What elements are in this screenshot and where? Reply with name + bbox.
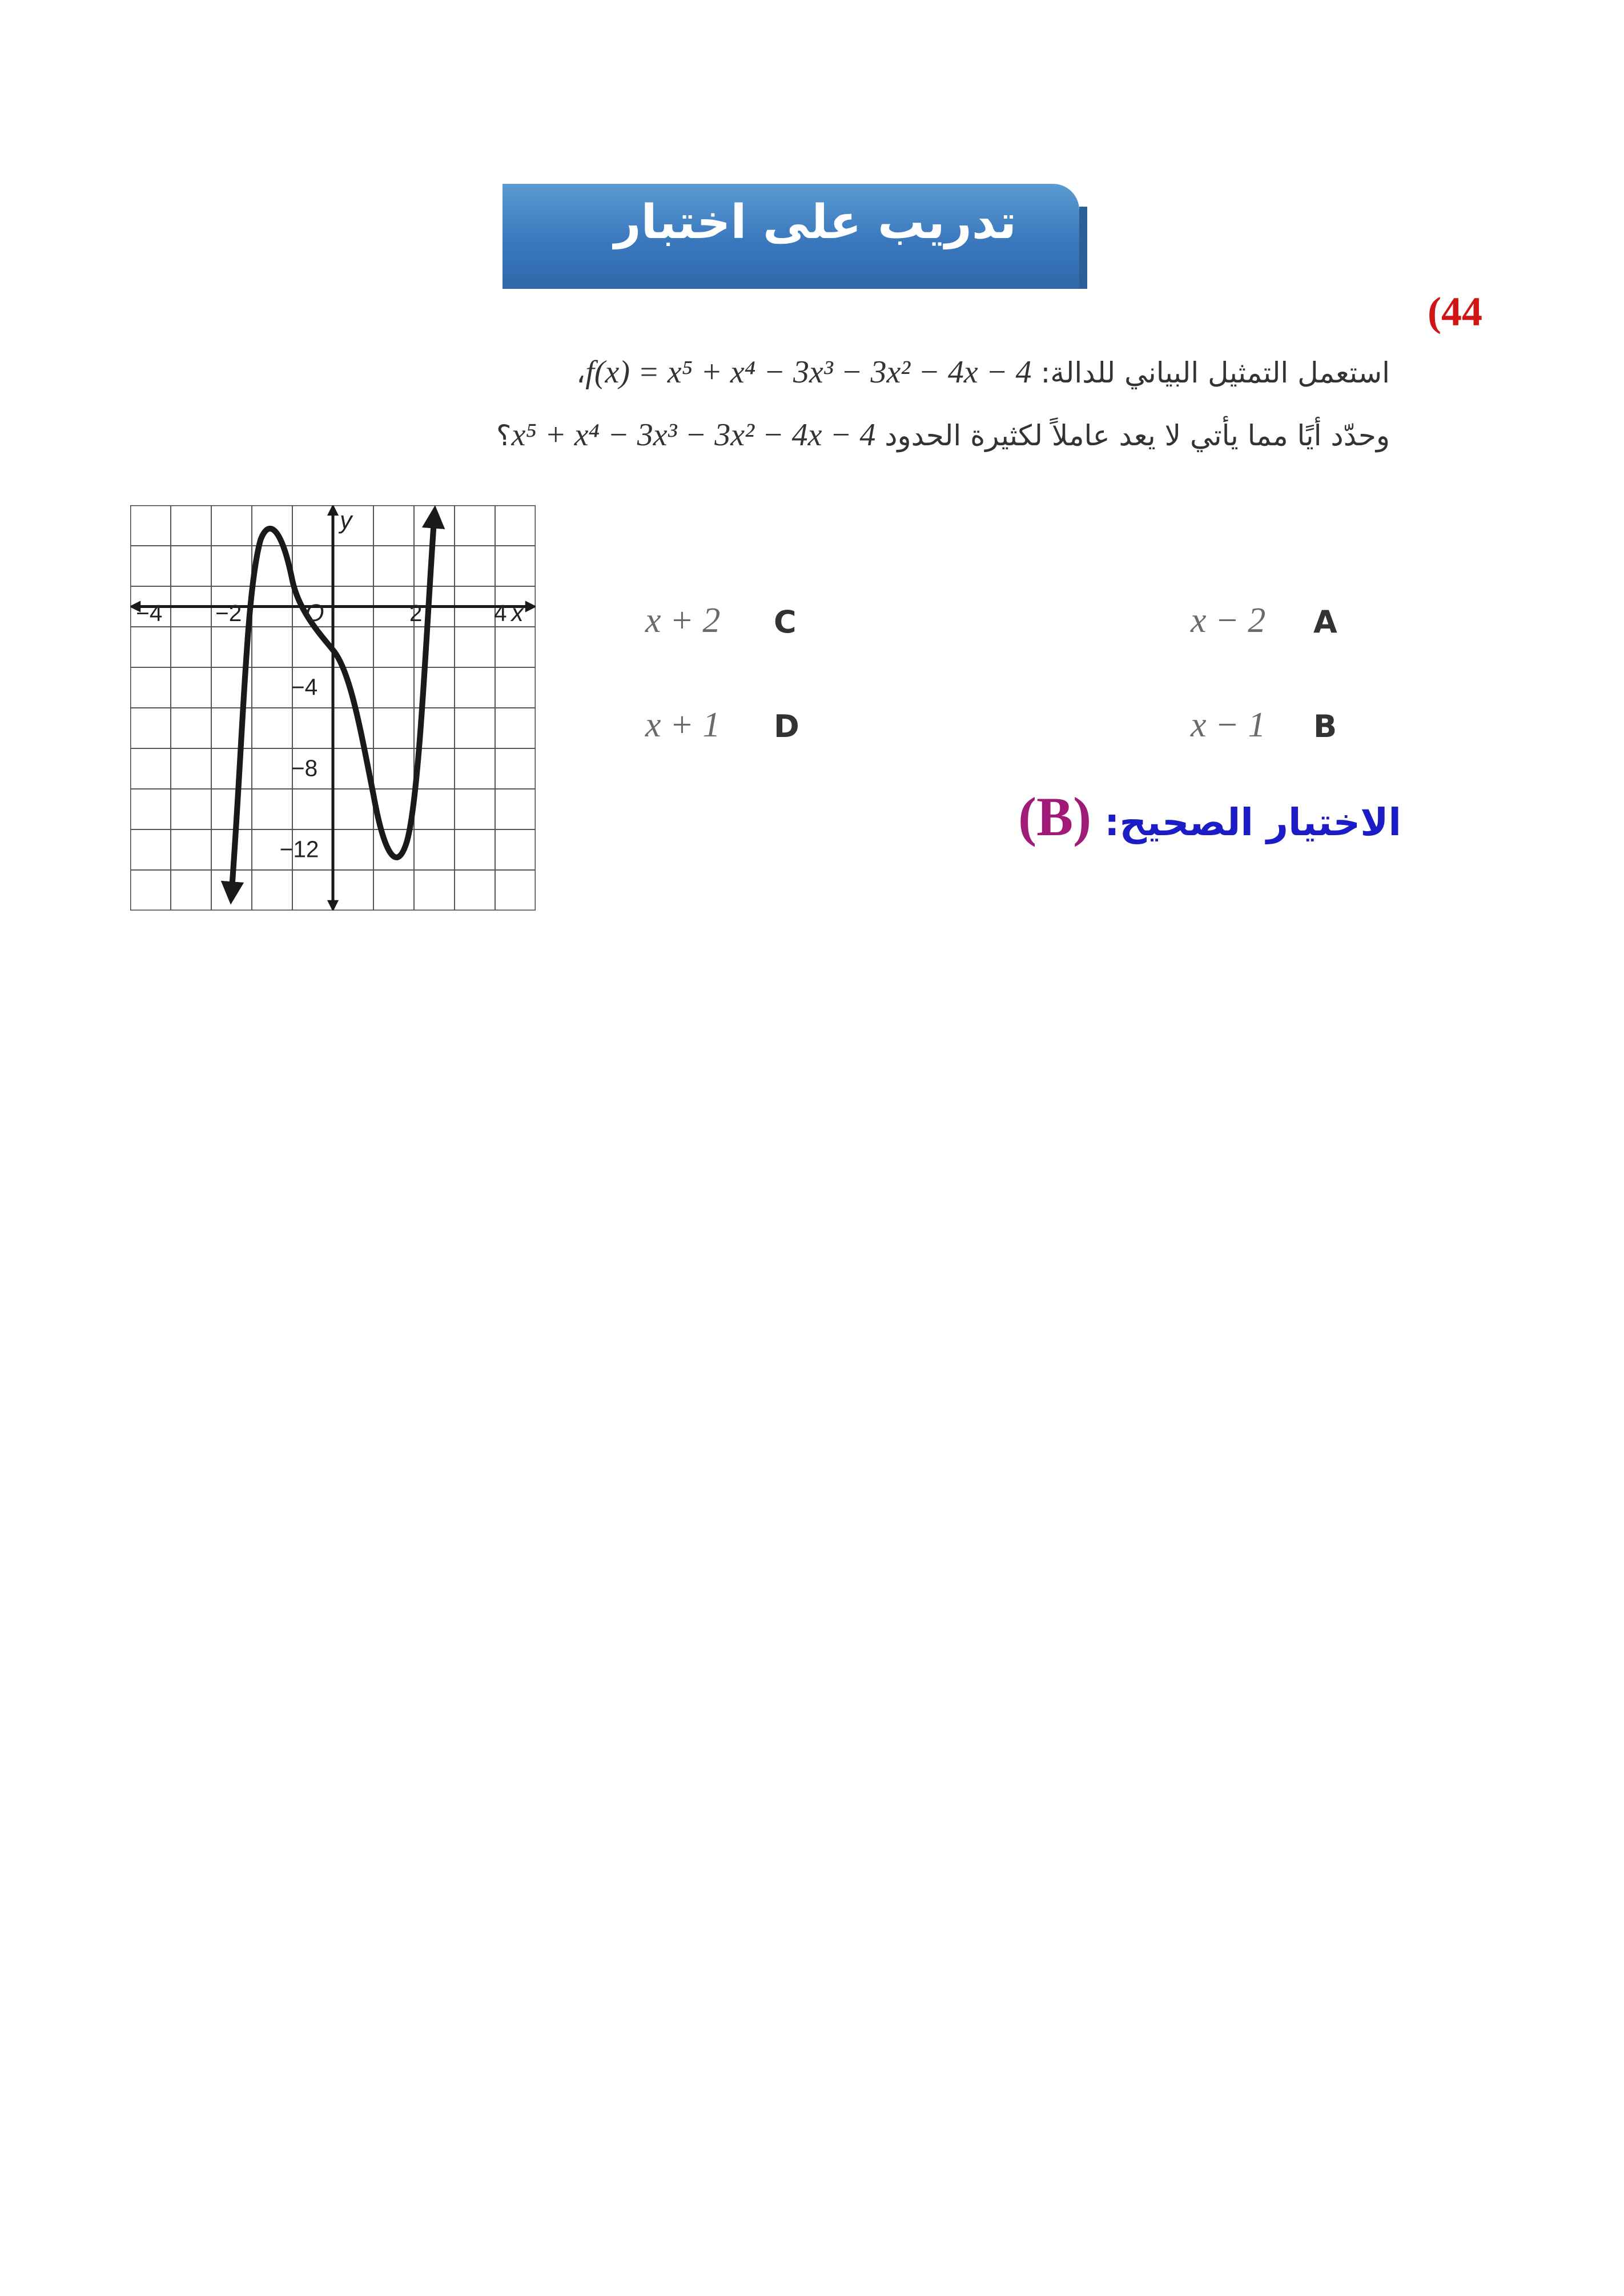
answer-paren-close: )	[1018, 786, 1037, 847]
choice-b-expression: x − 1	[1191, 706, 1266, 744]
choice-a-expression: x − 2	[1191, 601, 1266, 640]
choice-a-letter: A	[1313, 604, 1337, 640]
function-graph	[130, 505, 536, 911]
choice-c-letter: C	[774, 604, 797, 640]
y-axis-label: y	[340, 506, 352, 534]
section-title: تدريب على اختبار	[614, 195, 1016, 249]
question-line-1-tail: ،	[576, 356, 586, 389]
question-line-1-text: استعمل التمثيل البياني للدالة:	[1040, 356, 1390, 389]
x-tick-label-neg4: −4	[136, 599, 163, 626]
answer-value: B	[1036, 786, 1074, 847]
answer-label: الاختيار الصحيح:	[1104, 800, 1401, 844]
x-tick-label-4: 4	[493, 599, 507, 626]
question-line-2-text: وحدّد أيًا مما يأتي لا يعد عاملاً لكثيرة الحدود	[885, 419, 1390, 452]
origin-label: O	[305, 599, 324, 627]
question-line-2-tail: ؟	[496, 419, 512, 452]
choice-b-letter: B	[1313, 708, 1337, 744]
banner-shadow	[1079, 207, 1087, 289]
correct-answer	[1018, 785, 1401, 848]
y-tick-label-neg12: −12	[279, 836, 319, 863]
question-number: (44	[1428, 289, 1482, 335]
answer-paren-open: (	[1073, 786, 1092, 847]
question-line-2	[496, 417, 1390, 453]
y-tick-label-neg4: −4	[291, 674, 318, 700]
x-tick-label-2: 2	[409, 599, 423, 626]
y-tick-label-neg8: −8	[291, 755, 318, 782]
x-axis-label: x	[511, 599, 524, 627]
choice-d-expression: x + 1	[645, 706, 721, 744]
x-tick-label-neg2: −2	[215, 599, 242, 626]
polynomial-expression: x⁵ + x⁴ − 3x³ − 3x² − 4x − 4	[511, 417, 876, 453]
choice-d-letter: D	[774, 708, 799, 744]
function-expression: f(x) = x⁵ + x⁴ − 3x³ − 3x² − 4x − 4	[585, 355, 1032, 390]
question-line-1	[576, 354, 1390, 390]
section-banner	[503, 184, 1079, 289]
choice-c-expression: x + 2	[645, 601, 721, 640]
